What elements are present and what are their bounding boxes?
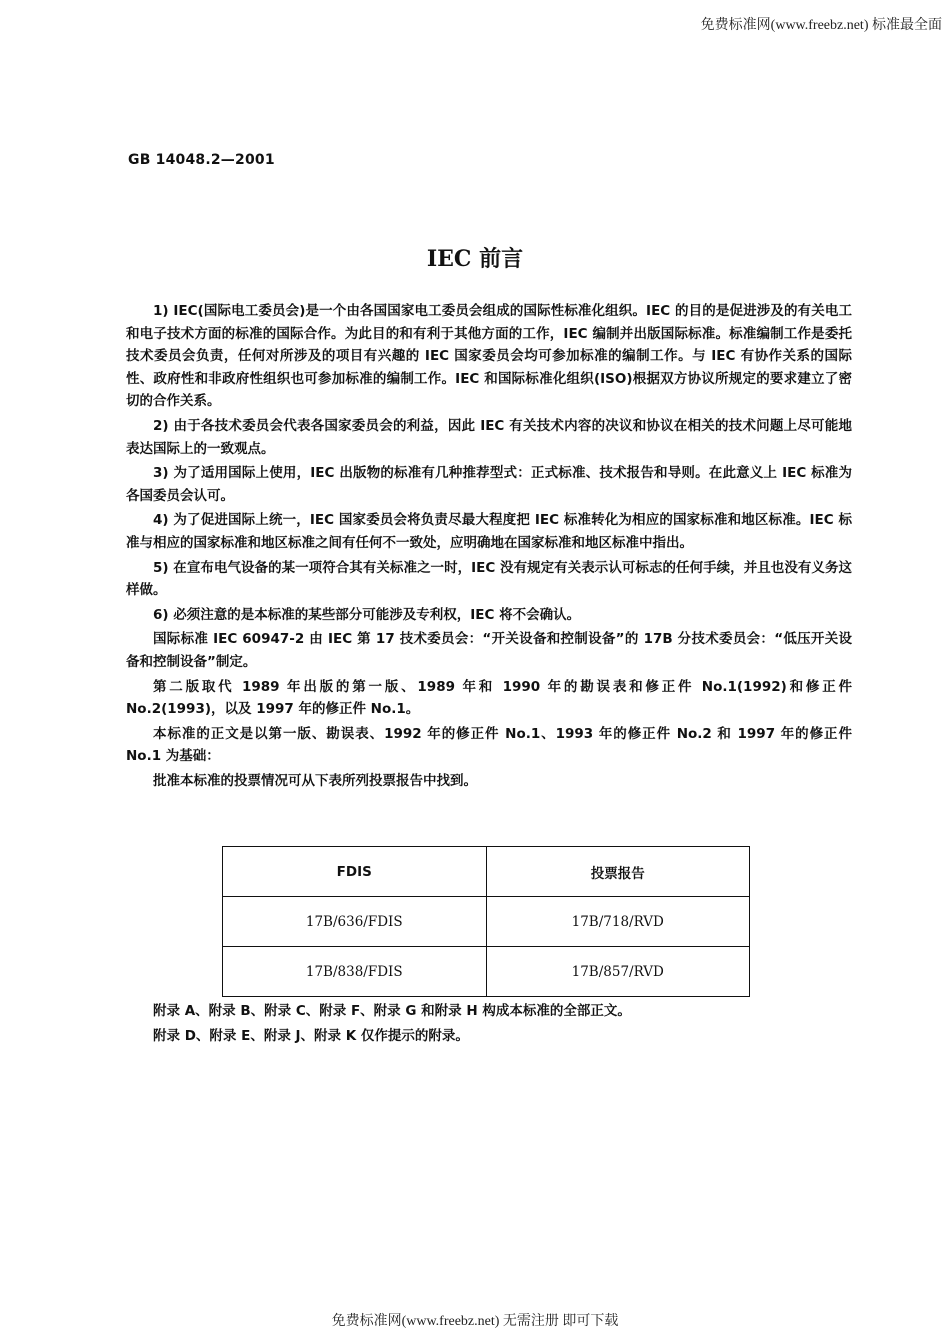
page-title: IEC 前言	[426, 246, 524, 272]
paragraph-5: 5) 在宣布电气设备的某一项符合其有关标准之一时，IEC 没有规定有关表示认可标志的任何手续，并且也没有义务这样做。	[126, 559, 852, 599]
paragraph-3: 3) 为了适用国际上使用，IEC 出版物的标准有几种推荐型式：正式标准、技术报告和导则。在此意义上 IEC 标准为各国委员会认可。	[126, 465, 852, 504]
table-header-vote-report: 投票报告	[486, 847, 750, 897]
paragraph-9: 本标准的正文是以第一版、勘误表、1992 年的修正件 No.1、1993 年的修正件 No.2 和 1997 年的修正件 No.1 为基础：	[126, 725, 852, 765]
table-header-fdis: FDIS	[223, 847, 487, 897]
table-cell: 17B/857/RVD	[486, 947, 750, 997]
preface-body	[126, 300, 852, 794]
table-cell: 17B/718/RVD	[486, 897, 750, 947]
watermark-bottom: 免费标准网(www.freebz.net) 无需注册 即可下载	[331, 1314, 619, 1329]
table-row	[223, 897, 750, 947]
paragraph-6: 6) 必须注意的是本标准的某些部分可能涉及专利权，IEC 将不会确认。	[153, 606, 581, 623]
paragraph-4: 4) 为了促进国际上统一，IEC 国家委员会将负责尽最大程度把 IEC 标准转化为相应的国家标准和地区标准。IEC 标准与相应的国家标准和地区标准之间有任何不一致处，应明确地在国家标准和地区标准中指出。	[126, 512, 852, 551]
paragraph-10: 批准本标准的投票情况可从下表所列投票报告中找到。	[153, 772, 477, 789]
paragraph-8: 第二版取代 1989 年出版的第一版、1989 年和 1990 年的勘误表和修正件 No.1(1992)和修正件 No.2(1993)，以及 1997 年的修正件 No.1。	[126, 678, 852, 718]
paragraph-7: 国际标准 IEC 60947-2 由 IEC 第 17 技术委员会：“开关设备和控制设备”的 17B 分技术委员会：“低压开关设备和控制设备”制定。	[126, 631, 852, 670]
vote-table	[222, 846, 750, 997]
appendix-notes	[126, 1000, 852, 1049]
table-header-row	[223, 847, 750, 897]
paragraph-2: 2) 由于各技术委员会代表各国家委员会的利益，因此 IEC 有关技术内容的决议和协议在相关的技术问题上尽可能地表达国际上的一致观点。	[126, 417, 852, 457]
table-cell: 17B/838/FDIS	[223, 947, 487, 997]
paragraph-1: 1) IEC(国际电工委员会)是一个由各国国家电工委员会组成的国际性标准化组织。IEC 的目的是促进涉及的有关电工和电子技术方面的标准的国际合作。为此目的和有利于其他方面的工作，IEC 编制并出版国际标准。标准编制工作是委托技术委员会负责，任何对所涉及的项目有兴趣的 IEC 国家委员会均可参加标准的编制工作。与 IEC 有协作关系的国际性、政府性和非政府性组织也可参加标准的编制工作。IEC 和国际标准化组织(ISO)根据双方协议所规定的要求建立了密切的合作关系。	[126, 303, 852, 410]
table-cell: 17B/636/FDIS	[223, 897, 487, 947]
table-row	[223, 947, 750, 997]
watermark-top: 免费标准网(www.freebz.net) 标准最全面	[700, 18, 942, 33]
standard-code: GB 14048.2—2001	[128, 152, 275, 168]
appendix-note-1: 附录 A、附录 B、附录 C、附录 F、附录 G 和附录 H 构成本标准的全部正文。	[153, 1003, 631, 1019]
appendix-note-2: 附录 D、附录 E、附录 J、附录 K 仅作提示的附录。	[153, 1027, 469, 1044]
